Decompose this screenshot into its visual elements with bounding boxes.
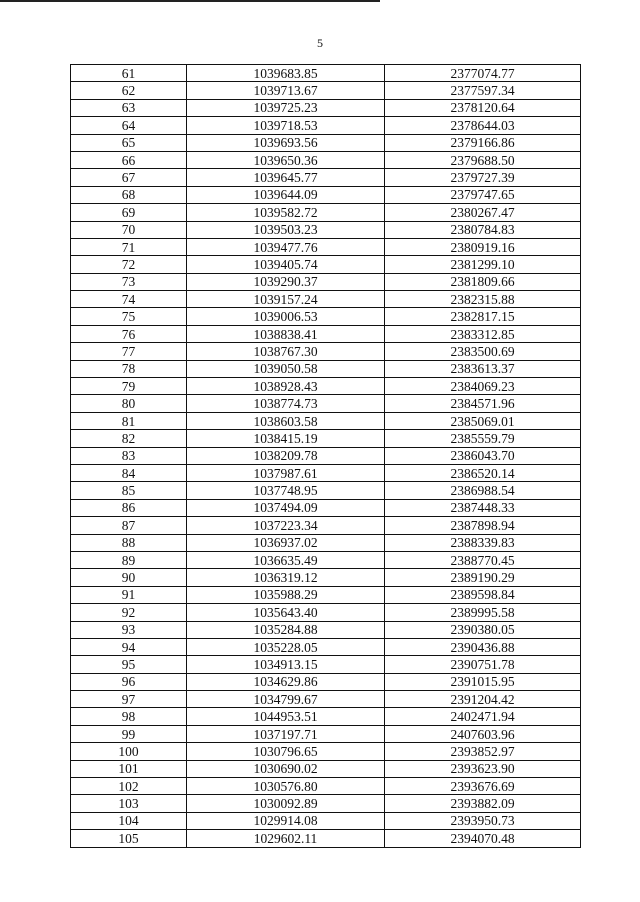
table-row <box>71 551 581 568</box>
y-coordinate-cell: 2388339.83 <box>385 534 581 551</box>
table-row <box>71 117 581 134</box>
x-coordinate-cell: 1039645.77 <box>187 169 385 186</box>
table-row <box>71 395 581 412</box>
x-coordinate-cell: 1035228.05 <box>187 638 385 655</box>
table-row <box>71 604 581 621</box>
x-coordinate-cell: 1038603.58 <box>187 412 385 429</box>
x-coordinate-cell: 1037223.34 <box>187 517 385 534</box>
x-coordinate-cell: 1039405.74 <box>187 256 385 273</box>
x-coordinate-cell: 1038767.30 <box>187 343 385 360</box>
x-coordinate-cell: 1039713.67 <box>187 82 385 99</box>
point-number-cell: 84 <box>71 464 187 481</box>
point-number-cell: 98 <box>71 708 187 725</box>
table-row <box>71 743 581 760</box>
table-row <box>71 673 581 690</box>
table-row <box>71 708 581 725</box>
x-coordinate-cell: 1039650.36 <box>187 151 385 168</box>
y-coordinate-cell: 2385559.79 <box>385 430 581 447</box>
x-coordinate-cell: 1037748.95 <box>187 482 385 499</box>
point-number-cell: 87 <box>71 517 187 534</box>
point-number-cell: 64 <box>71 117 187 134</box>
x-coordinate-cell: 1039503.23 <box>187 221 385 238</box>
table-row <box>71 238 581 255</box>
point-number-cell: 100 <box>71 743 187 760</box>
point-number-cell: 72 <box>71 256 187 273</box>
header-rule <box>0 0 380 2</box>
point-number-cell: 73 <box>71 273 187 290</box>
point-number-cell: 97 <box>71 691 187 708</box>
y-coordinate-cell: 2393623.90 <box>385 760 581 777</box>
point-number-cell: 95 <box>71 656 187 673</box>
x-coordinate-cell: 1044953.51 <box>187 708 385 725</box>
y-coordinate-cell: 2383500.69 <box>385 343 581 360</box>
table-row <box>71 151 581 168</box>
y-coordinate-cell: 2390751.78 <box>385 656 581 673</box>
table-row <box>71 325 581 342</box>
y-coordinate-cell: 2386043.70 <box>385 447 581 464</box>
x-coordinate-cell: 1038209.78 <box>187 447 385 464</box>
point-number-cell: 103 <box>71 795 187 812</box>
page-number: 5 <box>317 36 323 50</box>
x-coordinate-cell: 1034913.15 <box>187 656 385 673</box>
y-coordinate-cell: 2383312.85 <box>385 325 581 342</box>
point-number-cell: 86 <box>71 499 187 516</box>
y-coordinate-cell: 2393676.69 <box>385 778 581 795</box>
x-coordinate-cell: 1038415.19 <box>187 430 385 447</box>
point-number-cell: 65 <box>71 134 187 151</box>
y-coordinate-cell: 2384571.96 <box>385 395 581 412</box>
x-coordinate-cell: 1037197.71 <box>187 725 385 742</box>
table-row <box>71 65 581 82</box>
y-coordinate-cell: 2390380.05 <box>385 621 581 638</box>
point-number-cell: 85 <box>71 482 187 499</box>
point-number-cell: 89 <box>71 551 187 568</box>
table-row <box>71 621 581 638</box>
point-number-cell: 101 <box>71 760 187 777</box>
y-coordinate-cell: 2389598.84 <box>385 586 581 603</box>
table-row <box>71 308 581 325</box>
x-coordinate-cell: 1039477.76 <box>187 238 385 255</box>
table-row <box>71 273 581 290</box>
table-row <box>71 291 581 308</box>
point-number-cell: 70 <box>71 221 187 238</box>
table-row <box>71 360 581 377</box>
y-coordinate-cell: 2385069.01 <box>385 412 581 429</box>
point-number-cell: 71 <box>71 238 187 255</box>
x-coordinate-cell: 1039644.09 <box>187 186 385 203</box>
y-coordinate-cell: 2390436.88 <box>385 638 581 655</box>
table-row <box>71 204 581 221</box>
x-coordinate-cell: 1039725.23 <box>187 99 385 116</box>
y-coordinate-cell: 2379166.86 <box>385 134 581 151</box>
point-number-cell: 92 <box>71 604 187 621</box>
x-coordinate-cell: 1034799.67 <box>187 691 385 708</box>
point-number-cell: 90 <box>71 569 187 586</box>
point-number-cell: 82 <box>71 430 187 447</box>
point-number-cell: 66 <box>71 151 187 168</box>
x-coordinate-cell: 1039006.53 <box>187 308 385 325</box>
coordinates-table <box>70 64 581 848</box>
x-coordinate-cell: 1036635.49 <box>187 551 385 568</box>
point-number-cell: 93 <box>71 621 187 638</box>
y-coordinate-cell: 2382315.88 <box>385 291 581 308</box>
x-coordinate-cell: 1039718.53 <box>187 117 385 134</box>
y-coordinate-cell: 2391015.95 <box>385 673 581 690</box>
y-coordinate-cell: 2388770.45 <box>385 551 581 568</box>
x-coordinate-cell: 1038928.43 <box>187 378 385 395</box>
table-row <box>71 378 581 395</box>
point-number-cell: 78 <box>71 360 187 377</box>
table-row <box>71 778 581 795</box>
table-row <box>71 256 581 273</box>
table-row <box>71 638 581 655</box>
y-coordinate-cell: 2384069.23 <box>385 378 581 395</box>
y-coordinate-cell: 2387448.33 <box>385 499 581 516</box>
y-coordinate-cell: 2383613.37 <box>385 360 581 377</box>
point-number-cell: 99 <box>71 725 187 742</box>
table-row <box>71 464 581 481</box>
table-row <box>71 517 581 534</box>
table-row <box>71 82 581 99</box>
y-coordinate-cell: 2379727.39 <box>385 169 581 186</box>
table-row <box>71 482 581 499</box>
x-coordinate-cell: 1038774.73 <box>187 395 385 412</box>
point-number-cell: 61 <box>71 65 187 82</box>
x-coordinate-cell: 1039050.58 <box>187 360 385 377</box>
x-coordinate-cell: 1029914.08 <box>187 812 385 829</box>
y-coordinate-cell: 2382817.15 <box>385 308 581 325</box>
table-row <box>71 169 581 186</box>
y-coordinate-cell: 2386988.54 <box>385 482 581 499</box>
y-coordinate-cell: 2393950.73 <box>385 812 581 829</box>
point-number-cell: 96 <box>71 673 187 690</box>
table-row <box>71 134 581 151</box>
y-coordinate-cell: 2380919.16 <box>385 238 581 255</box>
y-coordinate-cell: 2393882.09 <box>385 795 581 812</box>
y-coordinate-cell: 2381809.66 <box>385 273 581 290</box>
point-number-cell: 63 <box>71 99 187 116</box>
y-coordinate-cell: 2389190.29 <box>385 569 581 586</box>
y-coordinate-cell: 2407603.96 <box>385 725 581 742</box>
point-number-cell: 74 <box>71 291 187 308</box>
y-coordinate-cell: 2380784.83 <box>385 221 581 238</box>
table-row <box>71 447 581 464</box>
x-coordinate-cell: 1039157.24 <box>187 291 385 308</box>
coordinates-table-body <box>71 65 581 848</box>
y-coordinate-cell: 2394070.48 <box>385 830 581 847</box>
table-row <box>71 830 581 847</box>
point-number-cell: 79 <box>71 378 187 395</box>
y-coordinate-cell: 2389995.58 <box>385 604 581 621</box>
x-coordinate-cell: 1039693.56 <box>187 134 385 151</box>
table-row <box>71 760 581 777</box>
point-number-cell: 67 <box>71 169 187 186</box>
point-number-cell: 68 <box>71 186 187 203</box>
table-row <box>71 186 581 203</box>
y-coordinate-cell: 2380267.47 <box>385 204 581 221</box>
x-coordinate-cell: 1038838.41 <box>187 325 385 342</box>
table-row <box>71 812 581 829</box>
point-number-cell: 77 <box>71 343 187 360</box>
y-coordinate-cell: 2387898.94 <box>385 517 581 534</box>
table-row <box>71 221 581 238</box>
x-coordinate-cell: 1030576.80 <box>187 778 385 795</box>
x-coordinate-cell: 1036937.02 <box>187 534 385 551</box>
y-coordinate-cell: 2378120.64 <box>385 99 581 116</box>
x-coordinate-cell: 1037987.61 <box>187 464 385 481</box>
y-coordinate-cell: 2377597.34 <box>385 82 581 99</box>
y-coordinate-cell: 2381299.10 <box>385 256 581 273</box>
point-number-cell: 91 <box>71 586 187 603</box>
x-coordinate-cell: 1035988.29 <box>187 586 385 603</box>
table-row <box>71 99 581 116</box>
table-row <box>71 412 581 429</box>
table-row <box>71 430 581 447</box>
point-number-cell: 83 <box>71 447 187 464</box>
y-coordinate-cell: 2378644.03 <box>385 117 581 134</box>
x-coordinate-cell: 1036319.12 <box>187 569 385 586</box>
table-row <box>71 691 581 708</box>
table-row <box>71 795 581 812</box>
table-row <box>71 586 581 603</box>
table-row <box>71 569 581 586</box>
point-number-cell: 105 <box>71 830 187 847</box>
point-number-cell: 76 <box>71 325 187 342</box>
x-coordinate-cell: 1037494.09 <box>187 499 385 516</box>
table-row <box>71 499 581 516</box>
x-coordinate-cell: 1029602.11 <box>187 830 385 847</box>
x-coordinate-cell: 1030092.89 <box>187 795 385 812</box>
point-number-cell: 69 <box>71 204 187 221</box>
y-coordinate-cell: 2379747.65 <box>385 186 581 203</box>
point-number-cell: 80 <box>71 395 187 412</box>
x-coordinate-cell: 1030690.02 <box>187 760 385 777</box>
x-coordinate-cell: 1039683.85 <box>187 65 385 82</box>
table-row <box>71 534 581 551</box>
point-number-cell: 81 <box>71 412 187 429</box>
point-number-cell: 88 <box>71 534 187 551</box>
point-number-cell: 102 <box>71 778 187 795</box>
table-row <box>71 656 581 673</box>
y-coordinate-cell: 2391204.42 <box>385 691 581 708</box>
x-coordinate-cell: 1035643.40 <box>187 604 385 621</box>
x-coordinate-cell: 1039290.37 <box>187 273 385 290</box>
point-number-cell: 94 <box>71 638 187 655</box>
point-number-cell: 62 <box>71 82 187 99</box>
table-row <box>71 725 581 742</box>
y-coordinate-cell: 2393852.97 <box>385 743 581 760</box>
point-number-cell: 104 <box>71 812 187 829</box>
y-coordinate-cell: 2377074.77 <box>385 65 581 82</box>
x-coordinate-cell: 1030796.65 <box>187 743 385 760</box>
point-number-cell: 75 <box>71 308 187 325</box>
y-coordinate-cell: 2379688.50 <box>385 151 581 168</box>
y-coordinate-cell: 2402471.94 <box>385 708 581 725</box>
x-coordinate-cell: 1035284.88 <box>187 621 385 638</box>
y-coordinate-cell: 2386520.14 <box>385 464 581 481</box>
x-coordinate-cell: 1034629.86 <box>187 673 385 690</box>
x-coordinate-cell: 1039582.72 <box>187 204 385 221</box>
table-row <box>71 343 581 360</box>
